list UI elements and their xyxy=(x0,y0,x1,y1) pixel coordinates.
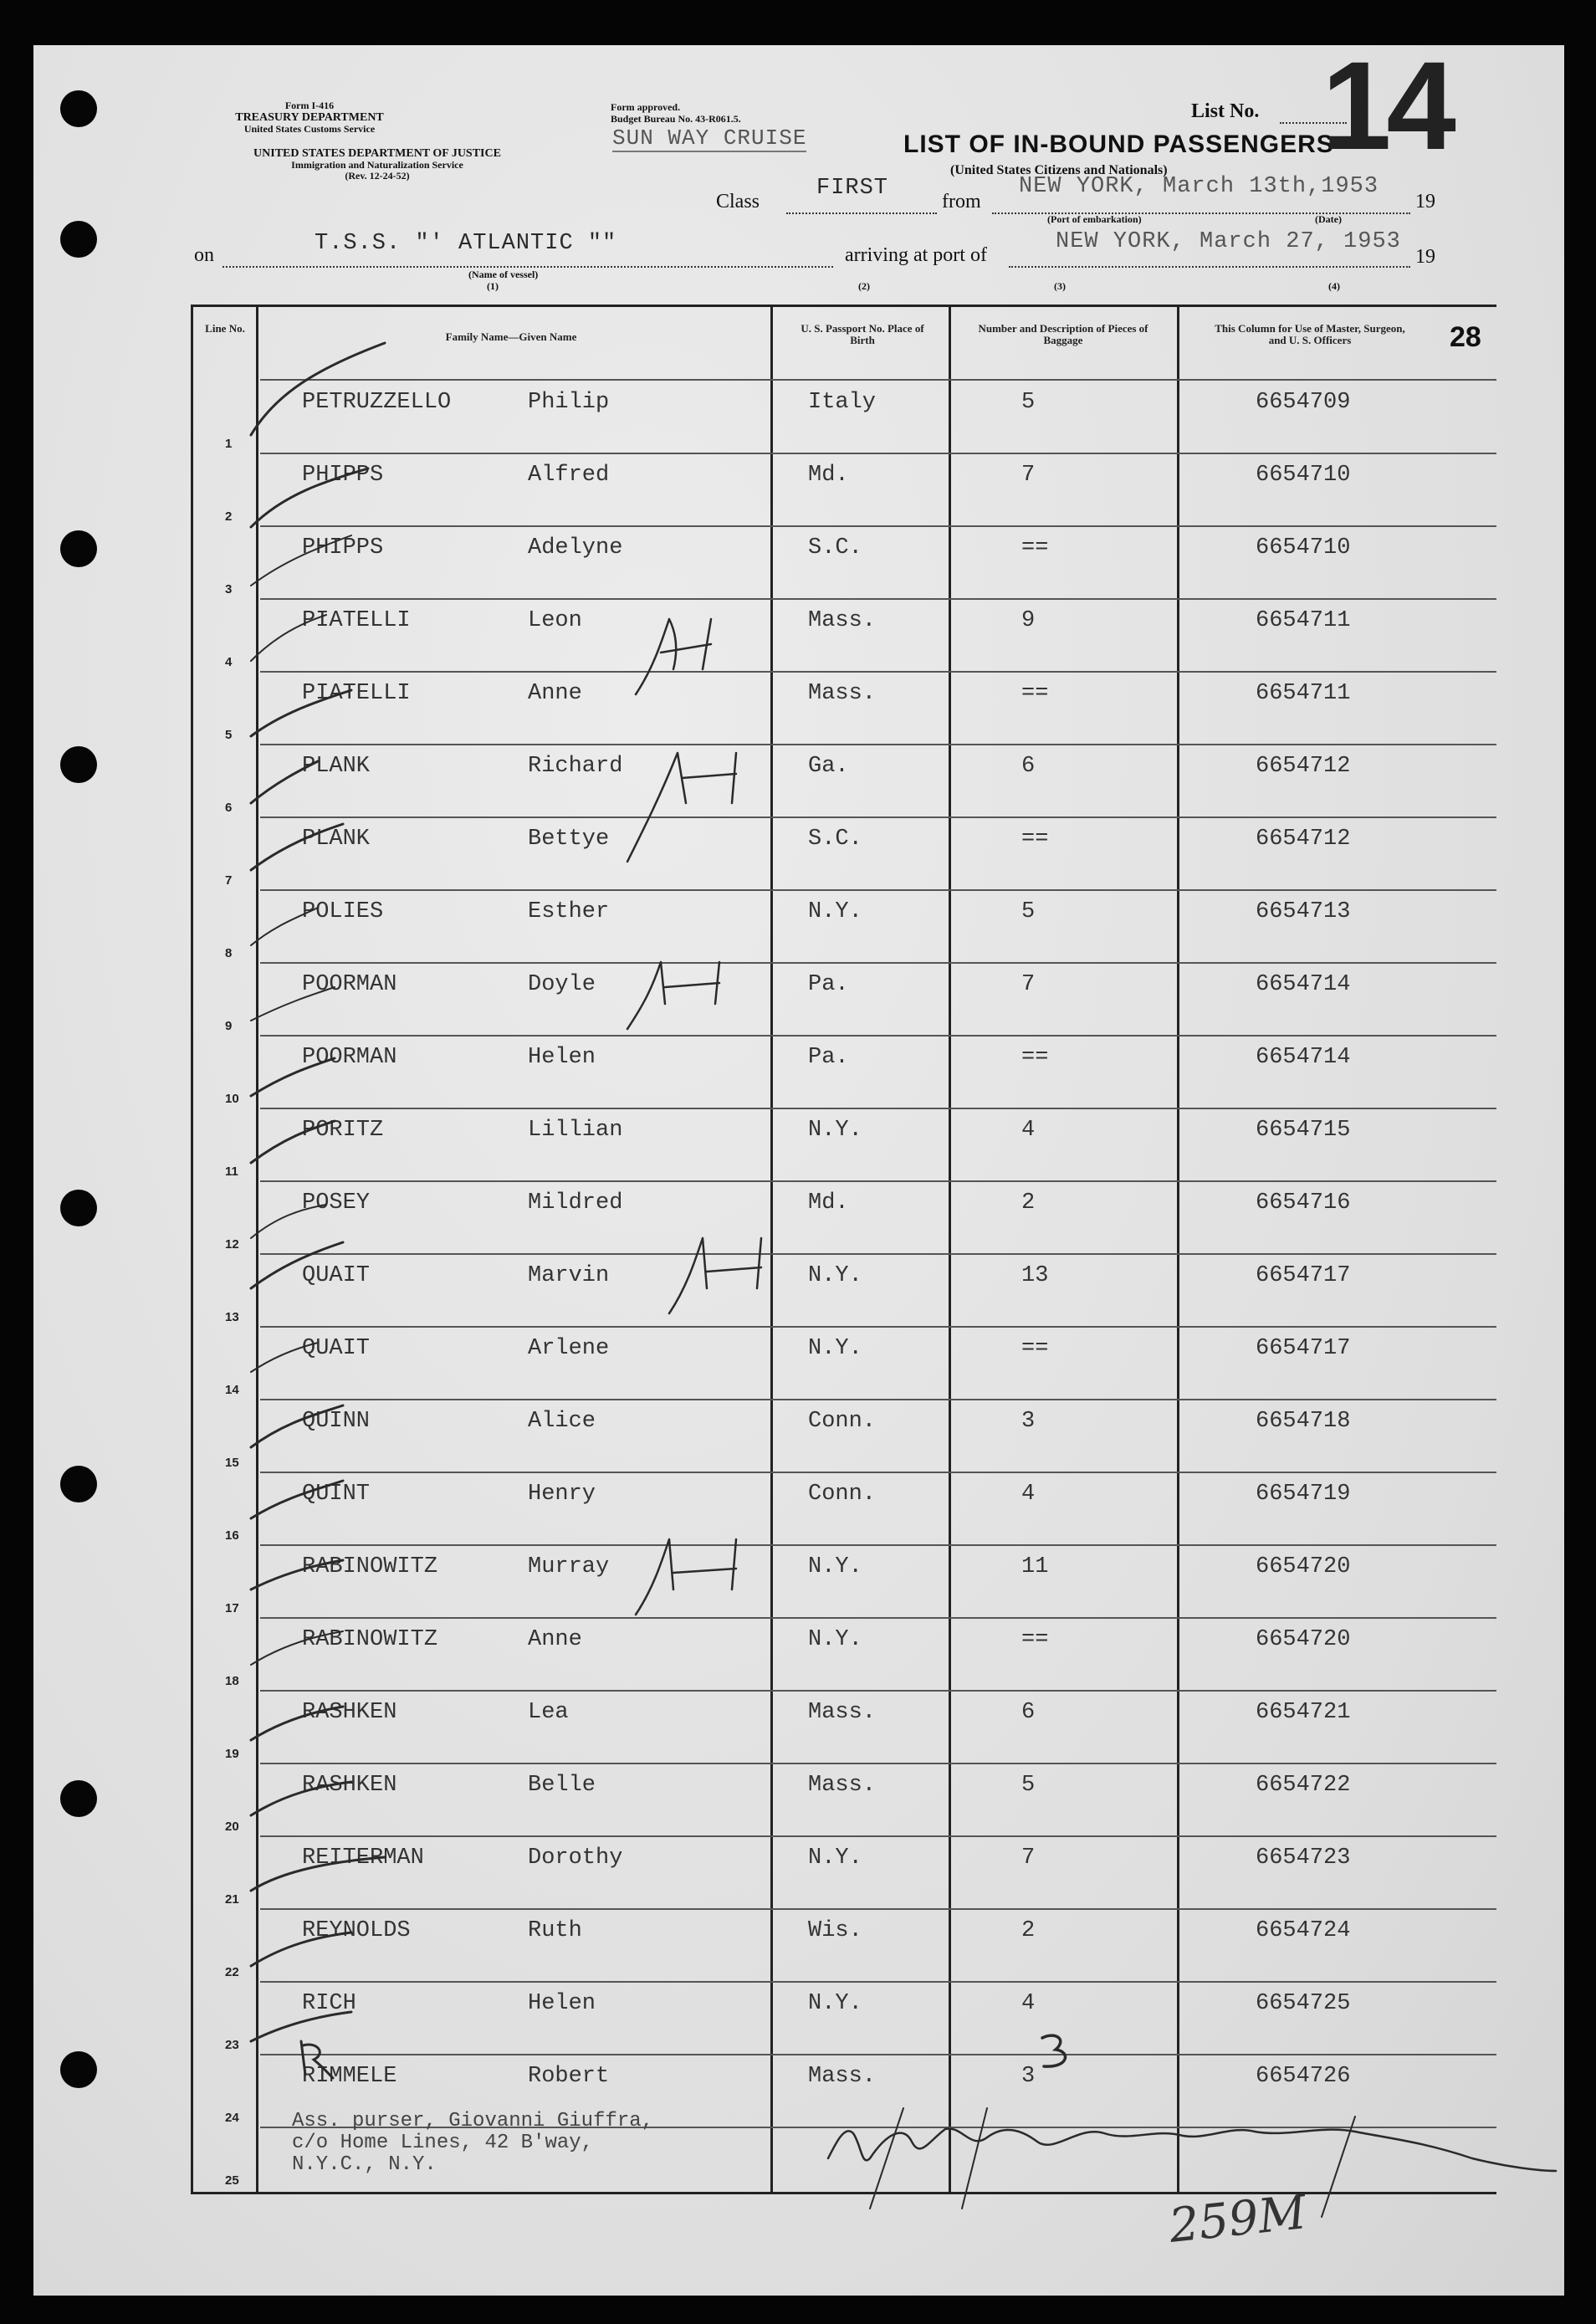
family-mark xyxy=(636,619,711,694)
baggage-count: 7 xyxy=(1021,463,1036,488)
line-number: 9 xyxy=(225,1019,233,1033)
baggage-count: 7 xyxy=(1021,972,1036,997)
officer-number: 6654710 xyxy=(1256,535,1351,561)
officer-number: 6654710 xyxy=(1256,463,1351,488)
check-mark xyxy=(251,1405,343,1447)
given-name: Lillian xyxy=(528,1118,623,1143)
family-name: PHIPPS xyxy=(302,463,384,488)
place-of-birth: Md. xyxy=(808,1190,849,1216)
page-count: 28 xyxy=(1450,321,1481,353)
place-of-birth: Mass. xyxy=(808,1700,877,1725)
handwritten-r xyxy=(301,2041,333,2078)
arrival-value: NEW YORK, March 27, 1953 xyxy=(1056,229,1401,254)
handwritten-three xyxy=(1042,2035,1066,2066)
line-number: 2 xyxy=(225,509,233,524)
line-number: 3 xyxy=(225,582,233,596)
baggage-count: 7 xyxy=(1021,1845,1036,1871)
baggage-count: == xyxy=(1021,1336,1049,1361)
given-name: Doyle xyxy=(528,972,596,997)
officer-number: 6654725 xyxy=(1256,1991,1351,2016)
baggage-count: 3 xyxy=(1021,2064,1036,2089)
officer-number: 6654711 xyxy=(1256,681,1351,706)
date-label: (Date) xyxy=(1315,213,1342,225)
department-of-justice: UNITED STATES DEPARTMENT OF JUSTICE xyxy=(253,147,501,160)
family-name: PIATELLI xyxy=(302,608,411,633)
baggage-count: 5 xyxy=(1021,1773,1036,1798)
given-name: Helen xyxy=(528,1045,596,1070)
officer-number: 6654711 xyxy=(1256,608,1351,633)
check-mark xyxy=(251,2012,351,2041)
officer-number: 6654720 xyxy=(1256,1627,1351,1652)
line-number: 25 xyxy=(225,2173,239,2188)
line-number: 14 xyxy=(225,1383,239,1397)
family-name: PHIPPS xyxy=(302,535,384,561)
given-name: Adelyne xyxy=(528,535,623,561)
family-name: QUAIT xyxy=(302,1336,371,1361)
signature xyxy=(828,2128,1556,2171)
line-number: 23 xyxy=(225,2038,239,2052)
given-name: Lea xyxy=(528,1700,569,1725)
year-suffix-2: 19 xyxy=(1415,246,1435,268)
family-name: PLANK xyxy=(302,754,371,779)
on-label: on xyxy=(194,244,214,266)
cruise-name: SUN WAY CRUISE xyxy=(612,125,807,151)
place-of-birth: N.Y. xyxy=(808,1991,862,2016)
ins-service: Immigration and Naturalization Service xyxy=(291,159,463,171)
baggage-count: == xyxy=(1021,827,1049,852)
given-name: Murray xyxy=(528,1554,610,1579)
family-mark xyxy=(627,962,719,1029)
purser-line-1: Ass. purser, Giovanni Giuffra, xyxy=(292,2110,654,2132)
form-number: Form I-416 xyxy=(284,100,335,111)
family-name: RABINOWITZ xyxy=(302,1627,438,1652)
given-name: Marvin xyxy=(528,1263,610,1288)
family-name: RASHKEN xyxy=(302,1700,397,1725)
baggage-count: 4 xyxy=(1021,1482,1036,1507)
place-of-birth: Conn. xyxy=(808,1409,877,1434)
check-mark xyxy=(251,1242,343,1288)
check-mark xyxy=(251,1058,335,1096)
given-name: Helen xyxy=(528,1991,596,2016)
given-name: Henry xyxy=(528,1482,596,1507)
officer-number: 6654717 xyxy=(1256,1263,1351,1288)
check-mark xyxy=(251,1560,343,1589)
check-mark xyxy=(251,1932,351,1966)
family-name: RICH xyxy=(302,1991,356,2016)
from-label: from xyxy=(942,191,981,212)
check-mark xyxy=(251,535,351,586)
family-name: PORITZ xyxy=(302,1118,384,1143)
officer-number: 6654719 xyxy=(1256,1482,1351,1507)
check-mark xyxy=(251,824,343,870)
line-number: 20 xyxy=(225,1820,239,1834)
purser-line-3: N.Y.C., N.Y. xyxy=(292,2153,437,2176)
check-mark xyxy=(251,468,368,527)
officer-number: 6654714 xyxy=(1256,1045,1351,1070)
given-name: Ruth xyxy=(528,1918,582,1943)
line-number: 17 xyxy=(225,1601,239,1615)
given-name: Anne xyxy=(528,1627,582,1652)
officer-number: 6654709 xyxy=(1256,390,1351,415)
baggage-count: 13 xyxy=(1021,1263,1049,1288)
check-mark xyxy=(251,987,335,1021)
family-name: REYNOLDS xyxy=(302,1918,411,1943)
place-of-birth: Pa. xyxy=(808,1045,849,1070)
check-mark xyxy=(251,343,385,435)
family-name: POLIES xyxy=(302,899,384,924)
check-mark xyxy=(251,1631,343,1665)
given-name: Philip xyxy=(528,390,610,415)
family-name: QUINN xyxy=(302,1409,371,1434)
given-name: Alice xyxy=(528,1409,596,1434)
family-name: POSEY xyxy=(302,1190,371,1216)
family-name: POORMAN xyxy=(302,972,397,997)
place-of-birth: Ga. xyxy=(808,754,849,779)
col-header-line: Line No. xyxy=(205,322,245,335)
place-of-birth: N.Y. xyxy=(808,1263,862,1288)
officer-number: 6654722 xyxy=(1256,1773,1351,1798)
purser-line-2: c/o Home Lines, 42 B'way, xyxy=(292,2132,594,2154)
given-name: Richard xyxy=(528,754,623,779)
baggage-count: == xyxy=(1021,1045,1049,1070)
line-number: 4 xyxy=(225,655,233,669)
baggage-count: 9 xyxy=(1021,608,1036,633)
line-number: 16 xyxy=(225,1528,239,1543)
line-number: 13 xyxy=(225,1310,239,1324)
vessel-name: T.S.S. "' ATLANTIC "" xyxy=(315,231,617,256)
class-value: FIRST xyxy=(816,176,889,201)
given-name: Belle xyxy=(528,1773,596,1798)
family-name: RABINOWITZ xyxy=(302,1554,438,1579)
baggage-count: 2 xyxy=(1021,1190,1036,1216)
line-number: 12 xyxy=(225,1237,239,1252)
check-mark xyxy=(251,1707,343,1740)
baggage-count: 4 xyxy=(1021,1118,1036,1143)
officer-number: 6654713 xyxy=(1256,899,1351,924)
customs-service: United States Customs Service xyxy=(243,123,376,135)
given-name: Bettye xyxy=(528,827,610,852)
line-number: 15 xyxy=(225,1456,239,1470)
page-subtitle: (United States Citizens and Nationals) xyxy=(950,163,1168,177)
treasury-department: TREASURY DEPARTMENT xyxy=(235,111,384,124)
line-number: 10 xyxy=(225,1092,239,1106)
family-name: PIATELLI xyxy=(302,681,411,706)
col-header-baggage: Number and Description of Pieces of Baggage xyxy=(978,322,1148,346)
from-value: NEW YORK, March 13th,1953 xyxy=(1019,174,1379,199)
place-of-birth: Md. xyxy=(808,463,849,488)
budget-bureau: Budget Bureau No. 43-R061.5. xyxy=(611,113,741,125)
officer-number: 6654714 xyxy=(1256,972,1351,997)
place-of-birth: N.Y. xyxy=(808,1845,862,1871)
line-number: 6 xyxy=(225,801,233,815)
check-mark xyxy=(251,690,351,736)
baggage-count: 6 xyxy=(1021,1700,1036,1725)
col-header-name: Family Name—Given Name xyxy=(445,330,577,343)
line-number: 8 xyxy=(225,946,233,960)
place-of-birth: Wis. xyxy=(808,1918,862,1943)
place-of-birth: Mass. xyxy=(808,608,877,633)
family-name: REITERMAN xyxy=(302,1845,424,1871)
given-name: Esther xyxy=(528,899,610,924)
place-of-birth: N.Y. xyxy=(808,899,862,924)
baggage-count: 6 xyxy=(1021,754,1036,779)
baggage-count: 5 xyxy=(1021,390,1036,415)
check-mark xyxy=(251,761,318,803)
family-mark xyxy=(669,1238,761,1313)
family-name: RASHKEN xyxy=(302,1773,397,1798)
given-name: Dorothy xyxy=(528,1845,623,1871)
line-number: 24 xyxy=(225,2111,239,2125)
given-name: Robert xyxy=(528,2064,610,2089)
vessel-name-label: (Name of vessel) xyxy=(468,269,539,280)
given-name: Leon xyxy=(528,608,582,633)
place-of-birth: Mass. xyxy=(808,681,877,706)
baggage-count: == xyxy=(1021,681,1049,706)
baggage-count: == xyxy=(1021,535,1049,561)
line-number: 1 xyxy=(225,437,233,451)
col-header-passport: U. S. Passport No. Place of Birth xyxy=(801,322,924,346)
form-approved: Form approved. xyxy=(611,101,681,113)
col-index-2: (2) xyxy=(858,280,870,292)
officer-number: 6654717 xyxy=(1256,1336,1351,1361)
port-embark-label: (Port of embarkation) xyxy=(1047,213,1142,225)
year-suffix-1: 19 xyxy=(1415,191,1435,212)
officer-number: 6654724 xyxy=(1256,1918,1351,1943)
place-of-birth: Mass. xyxy=(808,2064,877,2089)
line-number: 11 xyxy=(225,1165,238,1179)
baggage-count: 11 xyxy=(1021,1554,1049,1579)
check-mark xyxy=(251,1782,351,1815)
col-index-1: (1) xyxy=(487,280,499,292)
place-of-birth: Conn. xyxy=(808,1482,877,1507)
check-mark xyxy=(251,1857,385,1891)
arriving-label: arriving at port of xyxy=(845,244,987,266)
place-of-birth: N.Y. xyxy=(808,1627,862,1652)
family-name: QUINT xyxy=(302,1482,371,1507)
page-title: LIST OF IN-BOUND PASSENGERS xyxy=(903,131,1334,158)
col-index-3: (3) xyxy=(1054,280,1066,292)
family-mark xyxy=(627,753,736,862)
check-mark xyxy=(251,1343,318,1372)
check-mark xyxy=(251,908,318,945)
officer-number: 6654716 xyxy=(1256,1190,1351,1216)
check-mark xyxy=(251,615,326,661)
officer-number: 6654723 xyxy=(1256,1845,1351,1871)
place-of-birth: S.C. xyxy=(808,535,862,561)
baggage-count: == xyxy=(1021,1627,1049,1652)
check-mark xyxy=(251,1481,343,1518)
line-number: 18 xyxy=(225,1674,239,1688)
family-name: POORMAN xyxy=(302,1045,397,1070)
officer-number: 6654721 xyxy=(1256,1700,1351,1725)
baggage-count: 5 xyxy=(1021,899,1036,924)
officer-number: 6654720 xyxy=(1256,1554,1351,1579)
line-number: 21 xyxy=(225,1892,239,1907)
list-number-label: List No. xyxy=(1191,100,1260,122)
place-of-birth: S.C. xyxy=(808,827,862,852)
place-of-birth: N.Y. xyxy=(808,1336,862,1361)
family-name: PLANK xyxy=(302,827,371,852)
place-of-birth: Mass. xyxy=(808,1773,877,1798)
given-name: Mildred xyxy=(528,1190,623,1216)
line-number: 22 xyxy=(225,1965,239,1979)
given-name: Anne xyxy=(528,681,582,706)
baggage-count: 2 xyxy=(1021,1918,1036,1943)
officer-number: 6654712 xyxy=(1256,827,1351,852)
place-of-birth: Italy xyxy=(808,390,877,415)
place-of-birth: N.Y. xyxy=(808,1554,862,1579)
officer-number: 6654726 xyxy=(1256,2064,1351,2089)
officer-number: 6654718 xyxy=(1256,1409,1351,1434)
check-mark xyxy=(251,1205,326,1238)
baggage-count: 3 xyxy=(1021,1409,1036,1434)
col-index-4: (4) xyxy=(1328,280,1340,292)
place-of-birth: N.Y. xyxy=(808,1118,862,1143)
line-number: 7 xyxy=(225,873,233,888)
class-label: Class xyxy=(716,191,760,212)
check-mark xyxy=(251,1121,335,1163)
place-of-birth: Pa. xyxy=(808,972,849,997)
family-mark xyxy=(636,1539,736,1615)
line-number: 19 xyxy=(225,1747,239,1761)
handwritten-note: 259M xyxy=(1166,2185,1309,2254)
baggage-count: 4 xyxy=(1021,1991,1036,2016)
line-number: 5 xyxy=(225,728,233,742)
family-name: QUAIT xyxy=(302,1263,371,1288)
family-name: PETRUZZELLO xyxy=(302,390,452,415)
given-name: Arlene xyxy=(528,1336,610,1361)
list-number: 14 xyxy=(1322,35,1451,176)
col-header-officers: This Column for Use of Master, Surgeon, and U. S. Officers xyxy=(1215,322,1405,346)
revision-date: (Rev. 12-24-52) xyxy=(345,170,410,182)
officer-number: 6654715 xyxy=(1256,1118,1351,1143)
given-name: Alfred xyxy=(528,463,610,488)
officer-number: 6654712 xyxy=(1256,754,1351,779)
family-name: RIMMELE xyxy=(302,2064,397,2089)
